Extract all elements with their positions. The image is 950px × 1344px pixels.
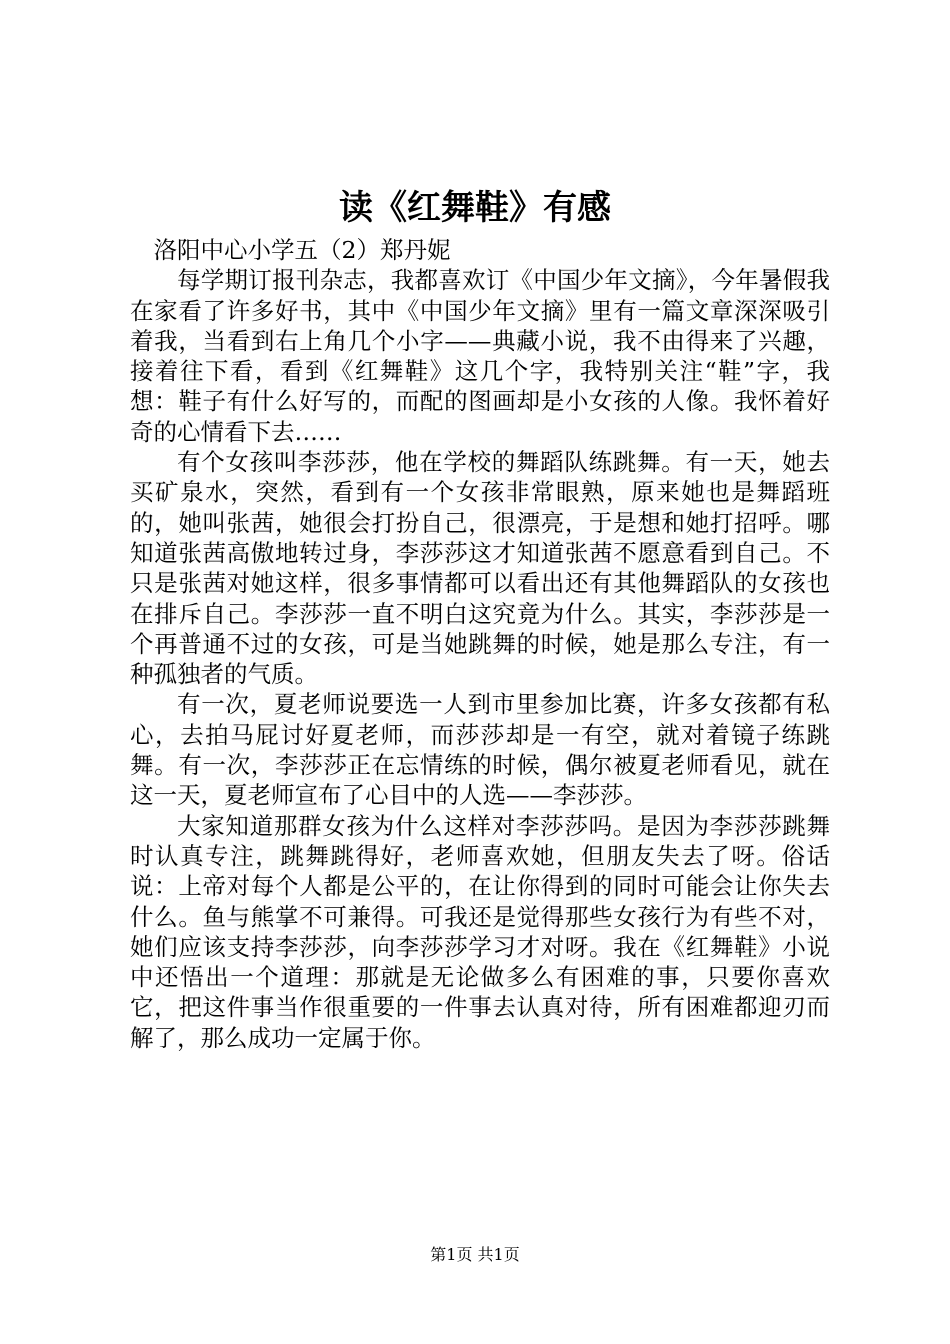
document-title: 读《红舞鞋》有感 [339, 188, 611, 228]
paragraph-3: 有一次，夏老师说要选一人到市里参加比赛，许多女孩都有私心，去拍马屁讨好夏老师，而莎莎却是一有空，就对着镜子练跳舞。有一次，李莎莎正在忘情练的时候，偶尔被夏老师看见，就在这一天，夏老师宣布了心目中的人选——李莎莎。 [130, 690, 830, 810]
paragraph-4: 大家知道那群女孩为什么这样对李莎莎吗。是因为李莎莎跳舞时认真专注，跳舞跳得好，老师喜欢她，但朋友失去了呀。俗话说：上帝对每个人都是公平的，在让你得到的同时可能会让你失去什么。鱼与熊掌不可兼得。可我还是觉得那些女孩行为有些不对，她们应该支持李莎莎，向李莎莎学习才对呀。我在《红舞鞋》小说中还悟出一个道理：那就是无论做多么有困难的事，只要你喜欢它，把这件事当作很重要的一件事去认真对待，所有困难都迎刃而解了，那么成功一定属于你。 [130, 811, 830, 1052]
author-line: 洛阳中心小学五（2）郑丹妮 [153, 236, 451, 264]
document-body [130, 235, 830, 1053]
paragraph-2: 有个女孩叫李莎莎，他在学校的舞蹈队练跳舞。有一天，她去买矿泉水，突然，看到有一个女孩非常眼熟，原来她也是舞蹈班的，她叫张茜，她很会打扮自己，很漂亮，于是想和她打招呼。哪知道张茜高傲地转过身，李莎莎这才知道张茜不愿意看到自己。不只是张茜对她这样，很多事情都可以看出还有其他舞蹈队的女孩也在排斥自己。李莎莎一直不明白这究竟为什么。其实，李莎莎是一个再普通不过的女孩，可是当她跳舞的时候，她是那么专注，有一种孤独者的气质。 [130, 448, 830, 689]
paragraph-1: 每学期订报刊杂志，我都喜欢订《中国少年文摘》，今年暑假我在家看了许多好书，其中《中国少年文摘》里有一篇文章深深吸引着我，当看到右上角几个小字——典藏小说，我不由得来了兴趣，接着往下看，看到《红舞鞋》这几个字，我特别关注“鞋”字，我想：鞋子有什么好写的，而配的图画却是小女孩的人像。我怀着好奇的心情看下去…… [130, 266, 830, 446]
page-footer: 第1页 共1页 [430, 1245, 520, 1264]
